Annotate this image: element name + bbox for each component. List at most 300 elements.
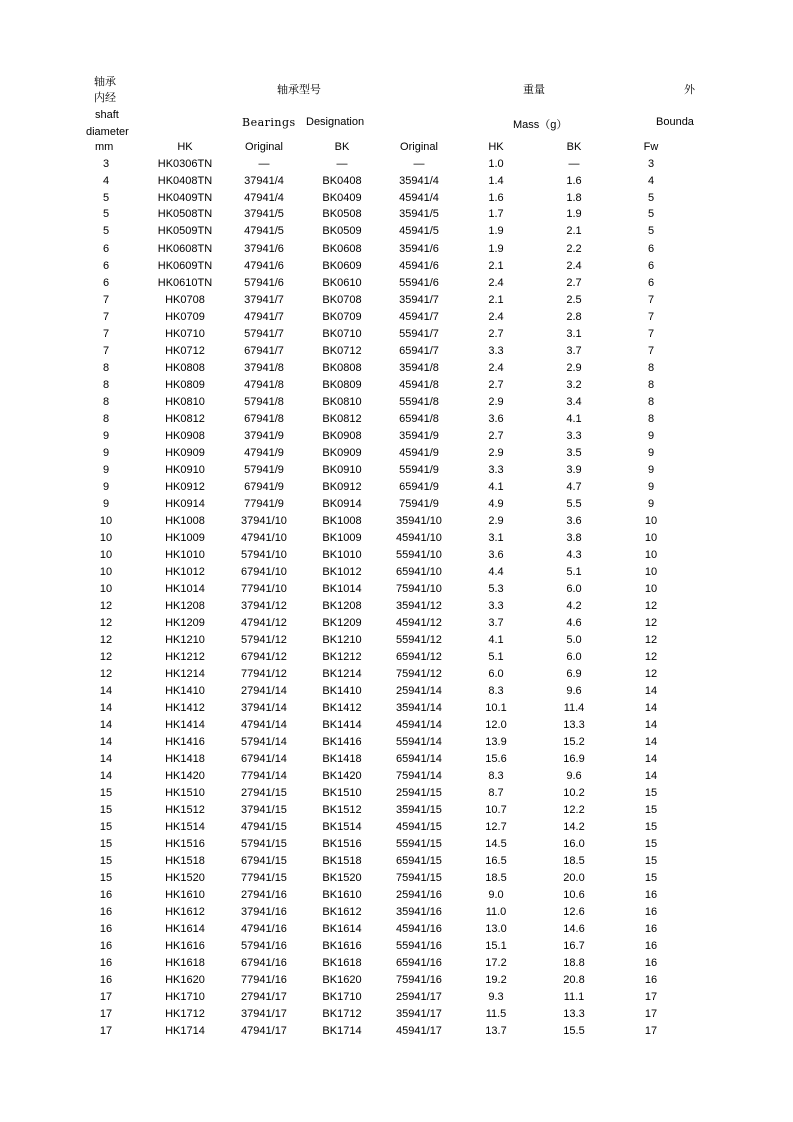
cell-bk-designation: BK1014 (322, 583, 362, 595)
cell-bk-original: 55941/6 (399, 277, 439, 289)
cell-fw: 7 (647, 345, 655, 357)
cell-fw: 9 (647, 498, 655, 510)
boundary-cn-label: 外 (684, 83, 695, 96)
cell-mass-bk: 2.5 (566, 294, 582, 306)
cell-hk-original: 27941/17 (241, 991, 287, 1003)
cell-bk-designation: BK0808 (322, 362, 362, 374)
cell-bk-original: 35941/14 (396, 702, 442, 714)
cell-mass-hk: 2.7 (488, 430, 504, 442)
cell-fw: 16 (644, 889, 658, 901)
cell-mass-bk: 3.2 (566, 379, 582, 391)
bore-unit-label: mm (95, 141, 114, 153)
cell-hk-original: 47941/17 (241, 1025, 287, 1037)
cell-mass-bk: 2.1 (566, 225, 582, 237)
cell-shaft-diameter: 16 (99, 974, 113, 986)
cell-fw: 7 (647, 294, 655, 306)
cell-bk-original: 45941/14 (396, 719, 442, 731)
cell-bk-designation: BK0914 (322, 498, 362, 510)
table-row (0, 549, 793, 566)
cell-hk-designation: HK0610TN (157, 277, 213, 289)
cell-bk-designation: BK1412 (322, 702, 362, 714)
cell-bk-original: 45941/7 (399, 311, 439, 323)
cell-hk-designation: HK1710 (165, 991, 205, 1003)
cell-shaft-diameter: 14 (99, 736, 113, 748)
cell-mass-hk: 4.1 (488, 634, 504, 646)
cell-shaft-diameter: 16 (99, 923, 113, 935)
bore-en-label-line1: shaft (95, 109, 119, 121)
cell-fw: 7 (647, 328, 655, 340)
cell-hk-designation: HK0909 (165, 447, 205, 459)
cell-fw: 8 (647, 413, 655, 425)
cell-shaft-diameter: 5 (102, 192, 110, 204)
cell-bk-original: 25941/14 (396, 685, 442, 697)
table-row (0, 1025, 793, 1042)
table-row (0, 175, 793, 192)
cell-hk-original: 37941/5 (244, 208, 284, 220)
cell-hk-original: 67941/8 (244, 413, 284, 425)
cell-bk-designation: BK0509 (322, 225, 362, 237)
cell-shaft-diameter: 14 (99, 719, 113, 731)
cell-mass-hk: 3.1 (488, 532, 504, 544)
cell-hk-designation: HK1010 (165, 549, 205, 561)
cell-shaft-diameter: 3 (102, 158, 110, 170)
cell-bk-designation: BK1518 (322, 855, 362, 867)
table-row (0, 787, 793, 804)
cell-bk-original: 45941/16 (396, 923, 442, 935)
table-row (0, 328, 793, 345)
cell-mass-bk: 6.0 (566, 583, 582, 595)
table-row (0, 736, 793, 753)
table-row (0, 600, 793, 617)
cell-fw: 4 (647, 175, 655, 187)
table-row (0, 464, 793, 481)
cell-hk-original: 67941/16 (241, 957, 287, 969)
cell-hk-original: 77941/9 (244, 498, 284, 510)
cell-shaft-diameter: 7 (102, 345, 110, 357)
cell-mass-bk: 4.1 (566, 413, 582, 425)
cell-bk-designation: BK0710 (322, 328, 362, 340)
cell-hk-designation: HK1420 (165, 770, 205, 782)
cell-bk-designation: BK1410 (322, 685, 362, 697)
cell-bk-designation: BK1414 (322, 719, 362, 731)
cell-bk-original: 55941/12 (396, 634, 442, 646)
cell-bk-original: 45941/5 (399, 225, 439, 237)
cell-shaft-diameter: 10 (99, 515, 113, 527)
cell-fw: 8 (647, 396, 655, 408)
mass-cn-label: 重量 (523, 83, 545, 96)
cell-bk-designation: BK0508 (322, 208, 362, 220)
cell-bk-designation: BK1009 (322, 532, 362, 544)
cell-hk-original: 77941/14 (241, 770, 287, 782)
cell-hk-original: 37941/10 (241, 515, 287, 527)
cell-hk-designation: HK1208 (165, 600, 205, 612)
cell-hk-original: 47941/10 (241, 532, 287, 544)
cell-shaft-diameter: 16 (99, 940, 113, 952)
cell-mass-bk: 12.2 (563, 804, 585, 816)
cell-mass-hk: 13.9 (485, 736, 507, 748)
cell-hk-designation: HK0810 (165, 396, 205, 408)
cell-shaft-diameter: 7 (102, 294, 110, 306)
cell-shaft-diameter: 8 (102, 396, 110, 408)
cell-fw: 14 (644, 685, 658, 697)
cell-hk-designation: HK0306TN (157, 158, 213, 170)
cell-mass-bk: 14.6 (563, 923, 585, 935)
cell-mass-hk: 2.4 (488, 277, 504, 289)
cell-fw: 5 (647, 225, 655, 237)
cell-fw: 3 (647, 158, 655, 170)
cell-hk-designation: HK0910 (165, 464, 205, 476)
cell-hk-designation: HK1514 (165, 821, 205, 833)
cell-shaft-diameter: 15 (99, 838, 113, 850)
cell-mass-bk: 2.4 (566, 260, 582, 272)
cell-shaft-diameter: 16 (99, 906, 113, 918)
designation-cn-label: 轴承型号 (277, 83, 321, 96)
cell-fw: 10 (644, 583, 658, 595)
cell-shaft-diameter: 10 (99, 549, 113, 561)
cell-fw: 9 (647, 447, 655, 459)
cell-mass-hk: 4.9 (488, 498, 504, 510)
cell-hk-designation: HK1210 (165, 634, 205, 646)
cell-bk-original: 25941/16 (396, 889, 442, 901)
cell-mass-bk: 5.0 (566, 634, 582, 646)
cell-fw: 10 (644, 515, 658, 527)
cell-mass-hk: 3.3 (488, 345, 504, 357)
cell-mass-hk: 3.3 (488, 600, 504, 612)
cell-hk-designation: HK0708 (165, 294, 205, 306)
cell-hk-designation: HK1712 (165, 1008, 205, 1020)
cell-shaft-diameter: 16 (99, 889, 113, 901)
cell-shaft-diameter: 10 (99, 566, 113, 578)
cell-bk-original: 65941/8 (399, 413, 439, 425)
cell-fw: 15 (644, 838, 658, 850)
cell-bk-designation: BK1012 (322, 566, 362, 578)
table-row (0, 583, 793, 600)
table-row (0, 719, 793, 736)
cell-bk-original: 65941/12 (396, 651, 442, 663)
cell-hk-original: 57941/12 (241, 634, 287, 646)
cell-shaft-diameter: 8 (102, 413, 110, 425)
cell-hk-original: 57941/7 (244, 328, 284, 340)
table-row (0, 362, 793, 379)
cell-hk-designation: HK0508TN (157, 208, 213, 220)
cell-mass-bk: 20.0 (563, 872, 585, 884)
cell-shaft-diameter: 17 (99, 1008, 113, 1020)
cell-hk-original: 57941/14 (241, 736, 287, 748)
cell-hk-original: 27941/16 (241, 889, 287, 901)
table-row (0, 515, 793, 532)
col-header-fw: Fw (643, 141, 659, 153)
cell-shaft-diameter: 12 (99, 651, 113, 663)
cell-shaft-diameter: 15 (99, 821, 113, 833)
table-row (0, 430, 793, 447)
table-row (0, 532, 793, 549)
cell-fw: 9 (647, 481, 655, 493)
cell-fw: 16 (644, 923, 658, 935)
cell-hk-designation: HK1510 (165, 787, 205, 799)
cell-mass-bk: 13.3 (563, 1008, 585, 1020)
cell-hk-designation: HK1616 (165, 940, 205, 952)
cell-shaft-diameter: 15 (99, 787, 113, 799)
cell-fw: 12 (644, 651, 658, 663)
cell-fw: 14 (644, 736, 658, 748)
cell-mass-hk: 17.2 (485, 957, 507, 969)
cell-mass-bk: 12.6 (563, 906, 585, 918)
cell-bk-original: 45941/6 (399, 260, 439, 272)
cell-bk-original: 75941/14 (396, 770, 442, 782)
cell-bk-designation: BK1418 (322, 753, 362, 765)
cell-bk-original: 55941/8 (399, 396, 439, 408)
cell-hk-original: 37941/12 (241, 600, 287, 612)
cell-mass-bk: 2.7 (566, 277, 582, 289)
col-header-mass-bk: BK (566, 141, 582, 153)
cell-shaft-diameter: 6 (102, 260, 110, 272)
cell-fw: 5 (647, 208, 655, 220)
cell-hk-designation: HK1212 (165, 651, 205, 663)
table-row (0, 940, 793, 957)
cell-bk-designation: BK1516 (322, 838, 362, 850)
cell-bk-designation: BK0712 (322, 345, 362, 357)
table-row (0, 634, 793, 651)
cell-mass-hk: 18.5 (485, 872, 507, 884)
table-row (0, 158, 793, 175)
table-row (0, 617, 793, 634)
cell-fw: 7 (647, 311, 655, 323)
cell-hk-designation: HK1209 (165, 617, 205, 629)
cell-fw: 15 (644, 787, 658, 799)
cell-hk-original: 37941/9 (244, 430, 284, 442)
cell-bk-designation: BK1214 (322, 668, 362, 680)
table-row (0, 753, 793, 770)
cell-mass-hk: 10.7 (485, 804, 507, 816)
cell-bk-original: 55941/15 (396, 838, 442, 850)
cell-mass-bk: 3.8 (566, 532, 582, 544)
cell-hk-designation: HK1009 (165, 532, 205, 544)
cell-shaft-diameter: 14 (99, 702, 113, 714)
cell-mass-hk: 2.9 (488, 447, 504, 459)
col-header-original-bk: Original (400, 141, 438, 153)
cell-mass-hk: 15.1 (485, 940, 507, 952)
cell-fw: 16 (644, 974, 658, 986)
cell-hk-original: 37941/15 (241, 804, 287, 816)
cell-mass-bk: 3.3 (566, 430, 582, 442)
cell-hk-original: 57941/8 (244, 396, 284, 408)
cell-bk-designation: BK0408 (322, 175, 362, 187)
cell-hk-original: 47941/12 (241, 617, 287, 629)
cell-mass-bk: 16.7 (563, 940, 585, 952)
cell-hk-designation: HK0509TN (157, 225, 213, 237)
cell-bk-designation: BK0910 (322, 464, 362, 476)
cell-fw: 14 (644, 770, 658, 782)
cell-mass-bk: 3.1 (566, 328, 582, 340)
cell-bk-original: 35941/7 (399, 294, 439, 306)
cell-bk-original: 65941/15 (396, 855, 442, 867)
cell-bk-designation: BK1010 (322, 549, 362, 561)
cell-mass-hk: 2.1 (488, 260, 504, 272)
cell-bk-original: 65941/9 (399, 481, 439, 493)
cell-fw: 15 (644, 821, 658, 833)
cell-hk-designation: HK0808 (165, 362, 205, 374)
cell-bk-original: 65941/7 (399, 345, 439, 357)
cell-shaft-diameter: 10 (99, 583, 113, 595)
cell-shaft-diameter: 15 (99, 855, 113, 867)
cell-mass-hk: 3.3 (488, 464, 504, 476)
cell-mass-bk: 3.4 (566, 396, 582, 408)
cell-mass-hk: 2.1 (488, 294, 504, 306)
col-header-hk: HK (177, 141, 193, 153)
cell-bk-designation: BK1616 (322, 940, 362, 952)
cell-mass-bk: 11.1 (563, 991, 585, 1003)
table-row (0, 243, 793, 260)
cell-shaft-diameter: 9 (102, 464, 110, 476)
cell-bk-designation: BK1416 (322, 736, 362, 748)
cell-hk-original: 37941/7 (244, 294, 284, 306)
cell-hk-designation: HK1008 (165, 515, 205, 527)
cell-shaft-diameter: 9 (102, 498, 110, 510)
cell-mass-hk: 1.6 (488, 192, 504, 204)
cell-mass-hk: 1.0 (488, 158, 504, 170)
cell-bk-designation: — (336, 158, 348, 170)
table-row (0, 804, 793, 821)
cell-hk-designation: HK1614 (165, 923, 205, 935)
cell-mass-bk: 10.6 (563, 889, 585, 901)
col-header-original-hk: Original (245, 141, 283, 153)
cell-mass-bk: 3.6 (566, 515, 582, 527)
cell-mass-hk: 9.0 (488, 889, 504, 901)
cell-bk-original: 35941/16 (396, 906, 442, 918)
cell-bk-designation: BK0809 (322, 379, 362, 391)
cell-mass-hk: 2.9 (488, 396, 504, 408)
cell-hk-original: 47941/16 (241, 923, 287, 935)
cell-fw: 10 (644, 566, 658, 578)
cell-mass-bk: 1.6 (566, 175, 582, 187)
cell-bk-designation: BK1520 (322, 872, 362, 884)
cell-hk-designation: HK0710 (165, 328, 205, 340)
cell-fw: 15 (644, 872, 658, 884)
cell-shaft-diameter: 12 (99, 634, 113, 646)
cell-bk-original: 45941/12 (396, 617, 442, 629)
cell-mass-hk: 14.5 (485, 838, 507, 850)
cell-mass-bk: 16.0 (563, 838, 585, 850)
cell-hk-original: 67941/7 (244, 345, 284, 357)
cell-fw: 14 (644, 702, 658, 714)
cell-bk-designation: BK0709 (322, 311, 362, 323)
cell-mass-bk: 6.0 (566, 651, 582, 663)
cell-mass-bk: 3.7 (566, 345, 582, 357)
cell-fw: 16 (644, 957, 658, 969)
cell-hk-original: 77941/16 (241, 974, 287, 986)
cell-fw: 16 (644, 940, 658, 952)
cell-hk-designation: HK1714 (165, 1025, 205, 1037)
cell-hk-original: 67941/12 (241, 651, 287, 663)
cell-hk-designation: HK1516 (165, 838, 205, 850)
cell-hk-designation: HK1418 (165, 753, 205, 765)
cell-mass-bk: 9.6 (566, 770, 582, 782)
cell-hk-designation: HK1518 (165, 855, 205, 867)
cell-mass-hk: 13.0 (485, 923, 507, 935)
cell-mass-hk: 5.3 (488, 583, 504, 595)
cell-bk-original: 35941/6 (399, 243, 439, 255)
bore-cn-label-line2: 内经 (94, 91, 116, 104)
cell-bk-designation: BK0609 (322, 260, 362, 272)
cell-bk-designation: BK1208 (322, 600, 362, 612)
cell-bk-designation: BK1514 (322, 821, 362, 833)
cell-hk-designation: HK1412 (165, 702, 205, 714)
cell-shaft-diameter: 9 (102, 430, 110, 442)
cell-fw: 17 (644, 1025, 658, 1037)
cell-shaft-diameter: 17 (99, 991, 113, 1003)
cell-hk-designation: HK1012 (165, 566, 205, 578)
cell-hk-designation: HK0709 (165, 311, 205, 323)
cell-hk-original: 67941/15 (241, 855, 287, 867)
table-row (0, 311, 793, 328)
cell-hk-designation: HK0712 (165, 345, 205, 357)
cell-shaft-diameter: 7 (102, 328, 110, 340)
cell-hk-original: 47941/9 (244, 447, 284, 459)
cell-bk-original: 75941/10 (396, 583, 442, 595)
cell-fw: 8 (647, 362, 655, 374)
cell-hk-original: 67941/10 (241, 566, 287, 578)
cell-hk-original: 77941/12 (241, 668, 287, 680)
cell-hk-original: 57941/6 (244, 277, 284, 289)
cell-mass-bk: 10.2 (563, 787, 585, 799)
cell-hk-designation: HK0908 (165, 430, 205, 442)
table-row (0, 685, 793, 702)
cell-fw: 12 (644, 634, 658, 646)
cell-shaft-diameter: 5 (102, 208, 110, 220)
table-row (0, 770, 793, 787)
cell-mass-bk: 13.3 (563, 719, 585, 731)
cell-bk-designation: BK0708 (322, 294, 362, 306)
cell-mass-hk: 3.7 (488, 617, 504, 629)
cell-bk-original: 25941/17 (396, 991, 442, 1003)
cell-mass-hk: 3.6 (488, 413, 504, 425)
cell-bk-designation: BK1712 (322, 1008, 362, 1020)
cell-fw: 12 (644, 668, 658, 680)
table-row (0, 345, 793, 362)
cell-hk-designation: HK1612 (165, 906, 205, 918)
cell-mass-hk: 11.0 (485, 906, 507, 918)
cell-bk-original: 65941/14 (396, 753, 442, 765)
cell-fw: 8 (647, 379, 655, 391)
cell-hk-designation: HK1618 (165, 957, 205, 969)
cell-mass-bk: 9.6 (566, 685, 582, 697)
cell-bk-original: 45941/4 (399, 192, 439, 204)
bore-cn-label-line1: 轴承 (94, 75, 116, 88)
cell-mass-bk: 4.7 (566, 481, 582, 493)
cell-mass-bk: 11.4 (563, 702, 585, 714)
table-row (0, 974, 793, 991)
cell-shaft-diameter: 6 (102, 243, 110, 255)
cell-hk-original: 37941/17 (241, 1008, 287, 1020)
cell-fw: 14 (644, 719, 658, 731)
cell-bk-designation: BK0409 (322, 192, 362, 204)
col-header-mass-hk: HK (488, 141, 504, 153)
cell-hk-original: 67941/14 (241, 753, 287, 765)
table-row (0, 413, 793, 430)
cell-shaft-diameter: 15 (99, 872, 113, 884)
cell-mass-hk: 2.4 (488, 362, 504, 374)
cell-mass-bk: 15.5 (563, 1025, 585, 1037)
cell-bk-designation: BK1620 (322, 974, 362, 986)
cell-shaft-diameter: 12 (99, 668, 113, 680)
cell-hk-designation: HK0812 (165, 413, 205, 425)
cell-bk-original: 25941/15 (396, 787, 442, 799)
cell-mass-bk: 3.9 (566, 464, 582, 476)
cell-bk-original: 45941/8 (399, 379, 439, 391)
table-row (0, 821, 793, 838)
designation-en-label-b: Designation (306, 116, 365, 128)
cell-bk-original: 55941/9 (399, 464, 439, 476)
